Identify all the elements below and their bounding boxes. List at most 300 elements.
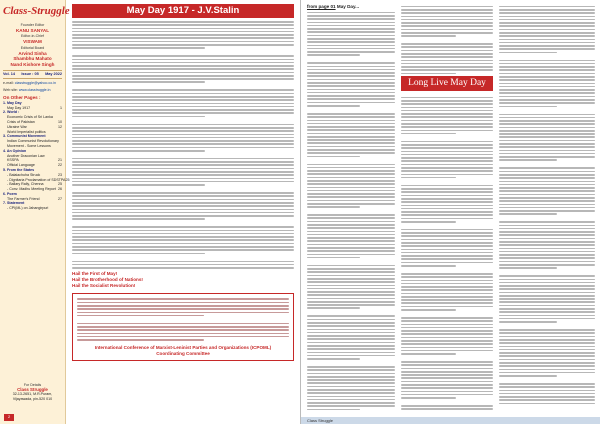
paragraph-gap [72,187,294,190]
text-line [401,167,493,169]
board-member: Shambhu Mahato [13,56,52,62]
text-line [307,170,395,172]
text-line [307,200,395,202]
text-line [72,168,294,170]
board-role: Editorial Board [20,45,45,50]
editor-name: VISWAM [23,39,42,45]
text-line [401,116,493,118]
column-text [307,12,395,415]
contents-item-label: KSSPA [7,158,19,163]
text-line [307,265,395,267]
text-line [401,361,493,363]
text-line [499,282,595,284]
text-line [499,336,595,338]
text-line [499,231,595,233]
text-line [72,236,294,238]
text-line [499,403,595,405]
contents-item-label: Ukraine War [7,124,27,129]
text-line [77,315,204,317]
sidebar [0,0,70,424]
text-line [401,229,493,231]
text-line [401,195,493,197]
article-title: May Day 1917 - J.V.Stalin [72,4,294,18]
text-line [307,237,395,239]
text-line [307,304,395,306]
paragraph-gap [401,400,493,403]
text-line [307,177,395,179]
text-line [499,32,595,34]
text-line [499,42,595,44]
text-line [499,241,595,243]
text-line [499,153,595,155]
text-line [401,299,493,301]
contents-item-label: - Balaiachuha Struck [7,172,41,177]
text-line [307,35,395,37]
text-line [307,214,395,216]
text-line [499,228,595,230]
text-line [307,376,395,378]
text-line [307,116,395,118]
contents-item-page: 1 [60,105,62,110]
text-line [72,212,294,214]
paragraph-gap [72,119,294,122]
contents-item-label: Another Draconian Law [7,153,45,158]
text-line [499,257,595,259]
text-line [401,50,493,52]
long-live-may-day-banner: Long Live May Day [401,76,493,91]
text-line [499,187,595,189]
page-footer [301,417,600,424]
text-line [499,285,595,287]
text-line [401,283,493,285]
text-line [307,126,395,128]
text-line [499,372,595,374]
text-line [499,29,595,31]
masthead-logo: Class-Struggle [3,5,70,17]
board-member: Nand Kishore Singh [10,61,55,67]
text-line [307,399,395,401]
text-line [499,349,595,351]
text-line [499,114,595,116]
footer-publication: Class Struggle [307,418,334,423]
text-line [401,16,493,18]
text-line [401,177,456,179]
text-line [499,339,595,341]
text-line [401,110,493,112]
text-line [307,373,395,375]
paragraph-gap [499,163,595,166]
paragraph-gap [499,378,595,381]
text-line [307,402,395,404]
contents-item-label: - Dignitaria Proclamation of SDSTPA [7,177,66,182]
text-line [499,86,595,88]
issue-number: Issue : 05 [21,72,39,77]
text-line [401,103,493,105]
text-line [307,92,395,94]
text-line [307,48,395,50]
text-line [72,89,294,91]
text-line [401,391,493,393]
text-line [307,366,395,368]
text-line [72,233,294,235]
text-line [401,32,493,34]
paragraph-gap [401,268,493,271]
text-line [499,194,595,196]
text-line [499,383,595,385]
text-line [401,130,493,132]
paragraph-gap [401,136,493,139]
text-line [307,224,395,226]
text-line [499,146,595,148]
text-line [499,63,595,65]
paragraph-gap [72,222,294,225]
text-line [307,75,395,77]
text-line [307,247,395,249]
text-line [307,217,395,219]
column-text [401,6,493,79]
text-line [401,73,456,75]
text-line [72,41,294,43]
text-line [499,76,595,78]
text-line [307,254,395,256]
text-line [499,369,595,371]
text-line [499,254,595,256]
text-line [307,319,395,321]
text-line [499,301,595,303]
text-line [307,89,395,91]
contents-item-label: Movement - Some Lessons [7,143,51,148]
text-column [401,4,493,79]
text-line [401,218,493,220]
text-line [307,203,395,205]
text-line [499,267,557,269]
text-line [499,261,595,263]
text-line [401,293,493,295]
text-line [401,245,493,247]
text-line [499,79,595,81]
text-line [307,268,395,270]
text-line [72,127,294,129]
text-line [401,151,493,153]
text-line [72,195,294,197]
text-line [307,345,395,347]
text-line [401,208,493,210]
text-line [72,78,294,80]
text-line [499,213,557,215]
text-line [401,306,493,308]
founder-name: KANU SANYAL [15,27,49,33]
text-line [307,379,395,381]
text-line [499,190,595,192]
text-line [401,12,493,14]
statement-body [77,298,289,345]
text-line [499,305,595,307]
text-line [499,69,595,71]
website-label: Web site: [3,87,18,92]
text-line [72,106,294,108]
text-line [499,133,595,135]
text-line [307,79,395,81]
text-line [307,54,360,56]
text-line [401,46,493,48]
text-line [307,240,395,242]
contents-item-label: 3. Communist Movement [3,134,46,139]
text-line [307,369,395,371]
text-line [401,286,493,288]
text-line [499,102,595,104]
contents-item-label: Indian Communist Revolutionary [7,139,59,144]
contents-item-label: 4. An Opinion [3,148,27,153]
text-line [401,276,493,278]
text-line [72,209,294,211]
text-line [307,82,395,84]
contents-item-label: - Conv. Madhu Meeting Report [7,187,56,192]
text-line [72,93,294,95]
text-line [72,243,294,245]
text-line [499,318,595,320]
text-line [401,280,493,282]
text-line [401,296,493,298]
paragraph-gap [307,361,395,364]
contents-item[interactable] [3,206,62,211]
paragraph-gap [401,180,493,183]
text-line [401,302,493,304]
continued-heading [307,4,395,10]
text-line [499,234,595,236]
text-line [72,147,294,149]
text-line [499,251,595,253]
text-line [307,196,395,198]
text-line [401,107,493,109]
statement-signature: International Conference of Marxist-Leninist Parties and Organizations (ICPOML) [94,345,272,351]
continued-from-label: from page 01 [307,4,336,9]
text-line [72,184,205,186]
text-line [307,123,395,125]
text-line [401,324,493,326]
text-line [307,338,395,340]
text-line [307,301,395,303]
text-line [77,339,204,341]
website-link[interactable]: www.classtruggle.in [18,87,51,92]
text-line [307,164,395,166]
text-line [307,257,360,259]
text-line [307,18,395,20]
text-line [72,112,294,114]
slogan: Hail the First of May! [72,270,118,276]
text-line [307,136,395,138]
contents-item-label: 1. May Day [3,100,22,105]
text-line [401,265,456,267]
text-line [72,59,294,61]
contents-heading: On Other Pages : [3,94,41,100]
right-page [300,0,600,424]
text-line [499,321,557,323]
article-body [72,21,294,269]
contents-item-page: 12 [58,124,62,129]
text-line [499,130,595,132]
text-line [401,35,456,37]
text-line [401,133,456,135]
contents-item-label: 5. From the States [3,167,35,172]
text-line [401,330,493,332]
text-line [307,72,395,74]
text-line [401,198,493,200]
text-line [307,38,395,40]
text-line [401,333,493,335]
address-line: 32-13-2651, M.R.Puram, [12,392,53,397]
editor-credit [3,34,62,44]
text-line [401,273,493,275]
text-line [72,44,294,46]
text-line [499,225,595,227]
text-line [72,261,294,263]
text-line [499,396,595,398]
text-line [401,123,493,125]
paragraph-gap [307,108,395,111]
text-line [72,24,294,26]
text-line [499,308,595,310]
slogan: Hail the Brotherhood of Nations! [72,276,143,282]
paragraph-gap [307,159,395,162]
text-line [307,231,395,233]
text-line [499,117,595,119]
contents-item-label: Economic Crisis of Sri Lanka [7,115,53,120]
text-line [401,214,493,216]
text-line [307,322,395,324]
text-line [72,253,205,255]
text-line [401,317,493,319]
text-line [307,95,395,97]
text-line [499,184,595,186]
text-line [499,359,595,361]
text-line [401,374,493,376]
text-line [72,134,294,136]
lead-article [72,4,294,361]
text-line [307,352,395,354]
text-line [401,320,493,322]
text-line [307,187,395,189]
text-line [72,199,294,201]
text-line [499,298,595,300]
text-line [77,336,289,338]
paragraph-gap [72,85,294,88]
text-line [499,143,595,145]
text-line [499,200,595,202]
text-line [307,15,395,17]
editorial-board [3,46,62,68]
text-line [499,60,595,62]
text-line [72,130,294,132]
text-line [499,390,595,392]
text-line [307,386,395,388]
text-line [307,152,395,154]
text-line [499,332,595,334]
text-column [307,4,395,415]
text-line [72,37,294,39]
text-line [307,12,395,14]
text-line [401,242,493,244]
text-line [72,205,294,207]
text-line [401,120,493,122]
text-line [401,100,493,102]
text-line [72,143,294,145]
text-line [77,323,289,325]
text-line [499,399,595,401]
text-line [499,295,595,297]
text-line [307,69,395,71]
text-line [499,181,595,183]
paragraph-gap [72,51,294,54]
text-line [499,22,595,24]
text-line [72,31,294,33]
text-line [499,292,595,294]
text-line [499,244,595,246]
text-line [72,230,294,232]
text-line [499,140,595,142]
text-line [72,103,294,105]
paragraph-gap [401,312,493,315]
text-line [401,262,493,264]
text-line [307,358,360,360]
text-line [307,105,360,107]
paragraph-gap [499,324,595,327]
paragraph-gap [307,210,395,213]
text-line [499,167,595,169]
text-line [72,140,294,142]
text-line [307,405,395,407]
text-line [499,204,595,206]
text-line [77,326,289,328]
text-line [401,60,493,62]
text-line [307,149,395,151]
text-line [307,133,395,135]
text-line [401,164,493,166]
email-link[interactable]: classtruggle@yahoo.co.in [14,81,57,86]
text-line [401,368,493,370]
text-line [72,246,294,248]
column-text [499,6,595,405]
text-line [72,28,294,30]
publisher-info [3,383,62,402]
text-line [499,365,595,367]
text-line [499,6,595,8]
text-line [499,311,595,313]
text-line [72,81,205,83]
contents-item-label: - Ballary Rally, Chenna [7,182,44,187]
text-line [401,170,493,172]
text-line [72,96,294,98]
text-line [401,397,456,399]
board-member: Arvind Sinha [18,50,47,56]
text-line [499,288,595,290]
text-line [499,355,595,357]
paragraph-gap [499,271,595,274]
text-line [307,102,395,104]
text-line [307,335,395,337]
text-line [307,31,395,33]
text-line [401,43,493,45]
text-line [307,66,395,68]
text-line [401,69,493,71]
text-line [307,206,360,208]
text-line [307,28,395,30]
slogans [72,271,294,289]
text-line [72,161,294,163]
text-line [401,201,493,203]
text-line [401,347,493,349]
text-line [307,173,395,175]
text-line [499,16,595,18]
